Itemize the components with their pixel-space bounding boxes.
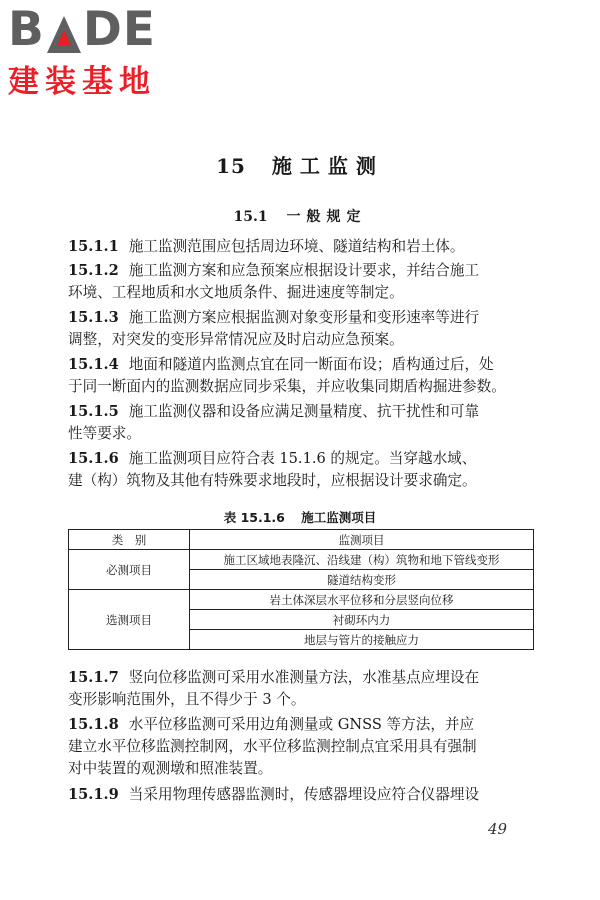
table-title: 施工监测项目 [301,510,377,525]
clause-paragraph [68,667,538,711]
paragraph-line: 调整，对突发的变形异常情况应及时启动应急预案。 [68,331,404,348]
clause-number: 15.1.1 [68,238,119,255]
clause-number: 15.1.6 [68,450,119,467]
paragraph-line: 性等要求。 [68,425,141,442]
paragraph-line: 15.1.5 施工监测仪器和设备应满足测量精度、抗干扰性和可靠 [68,403,480,420]
paragraph-line: 15.1.4 地面和隧道内监测点宜在同一断面布设；盾构通过后，处 [68,356,494,373]
paragraph-line: 建（构）筑物及其他有特殊要求地段时，应根据设计要求确定。 [68,472,477,489]
logo-letters: B [8,2,45,57]
paragraph-line: 15.1.6 施工监测项目应符合表 15.1.6 的规定。当穿越水域、 [68,450,477,467]
monitoring-items-table [68,529,534,650]
page-number: 49 [488,820,508,838]
table-number: 表 15.1.6 [223,510,285,525]
table-cell: 岩土体深层水平位移和分层竖向位移 [190,590,534,610]
table-cell: 施工区域地表隆沉、沿线建（构）筑物和地下管线变形 [190,550,534,570]
table-header-row [69,530,534,550]
paragraph-line: 于同一断面内的监测数据应同步采集，并应收集同期盾构掘进参数。 [68,378,506,395]
table-row [69,590,534,610]
section-number: 15.1 [233,209,268,225]
paragraph-line: 建立水平位移监测控制网，水平位移监测控制点宜采用具有强制 [68,738,477,755]
logo-a-triangle-icon [46,14,82,54]
clause-paragraph [68,401,538,445]
table-header-cell: 监测项目 [190,530,534,550]
clause-paragraph [68,236,538,258]
table-cell: 地层与管片的接触应力 [190,630,534,650]
paragraph-line: 环境、工程地质和水文地质条件、掘进速度等制定。 [68,284,404,301]
paragraph-line: 变形影响范围外，且不得少于 3 个。 [68,691,306,708]
table-caption [0,508,600,526]
table-category-cell: 选测项目 [69,590,190,650]
paragraph-line: 对中装置的观测墩和照准装置。 [68,760,273,777]
section-title: 一般规定 [286,209,367,225]
clause-paragraph [68,784,538,806]
clause-number: 15.1.8 [68,716,119,733]
clause-number: 15.1.4 [68,356,119,373]
table-category-cell: 必测项目 [69,550,190,590]
paragraph-line: 15.1.1 施工监测范围应包括周边环境、隧道结构和岩土体。 [68,238,465,255]
logo-subtitle: 建装基地 [8,64,156,100]
chapter-heading [0,150,600,179]
paragraph-line: 15.1.9 当采用物理传感器监测时，传感器埋设应符合仪器埋设 [68,786,480,803]
table-header-cell: 类 别 [69,530,190,550]
clause-paragraph [68,714,538,780]
clause-paragraph [68,260,538,304]
logo [8,2,178,101]
clause-paragraph [68,354,538,398]
clause-number: 15.1.9 [68,786,119,803]
paragraph-line: 15.1.8 水平位移监测可采用边角测量或 GNSS 等方法，并应 [68,716,475,733]
chapter-title: 施工监测 [271,154,384,178]
table-cell: 衬砌环内力 [190,610,534,630]
paragraph-line: 15.1.2 施工监测方案和应急预案应根据设计要求，并结合施工 [68,262,480,279]
paragraph-line: 15.1.7 竖向位移监测可采用水准测量方法，水准基点应埋设在 [68,669,480,686]
clause-number: 15.1.2 [68,262,119,279]
logo-wordmark: B DE [8,2,156,57]
clause-number: 15.1.3 [68,309,119,326]
clause-paragraph [68,448,538,492]
table-cell: 隧道结构变形 [190,570,534,590]
table-row [69,550,534,570]
clause-paragraph [68,307,538,351]
paragraph-line: 15.1.3 施工监测方案应根据监测对象变形量和变形速率等进行 [68,309,480,326]
clause-number: 15.1.5 [68,403,119,420]
chapter-number: 15 [216,154,246,178]
clause-number: 15.1.7 [68,669,119,686]
section-heading [0,206,600,226]
